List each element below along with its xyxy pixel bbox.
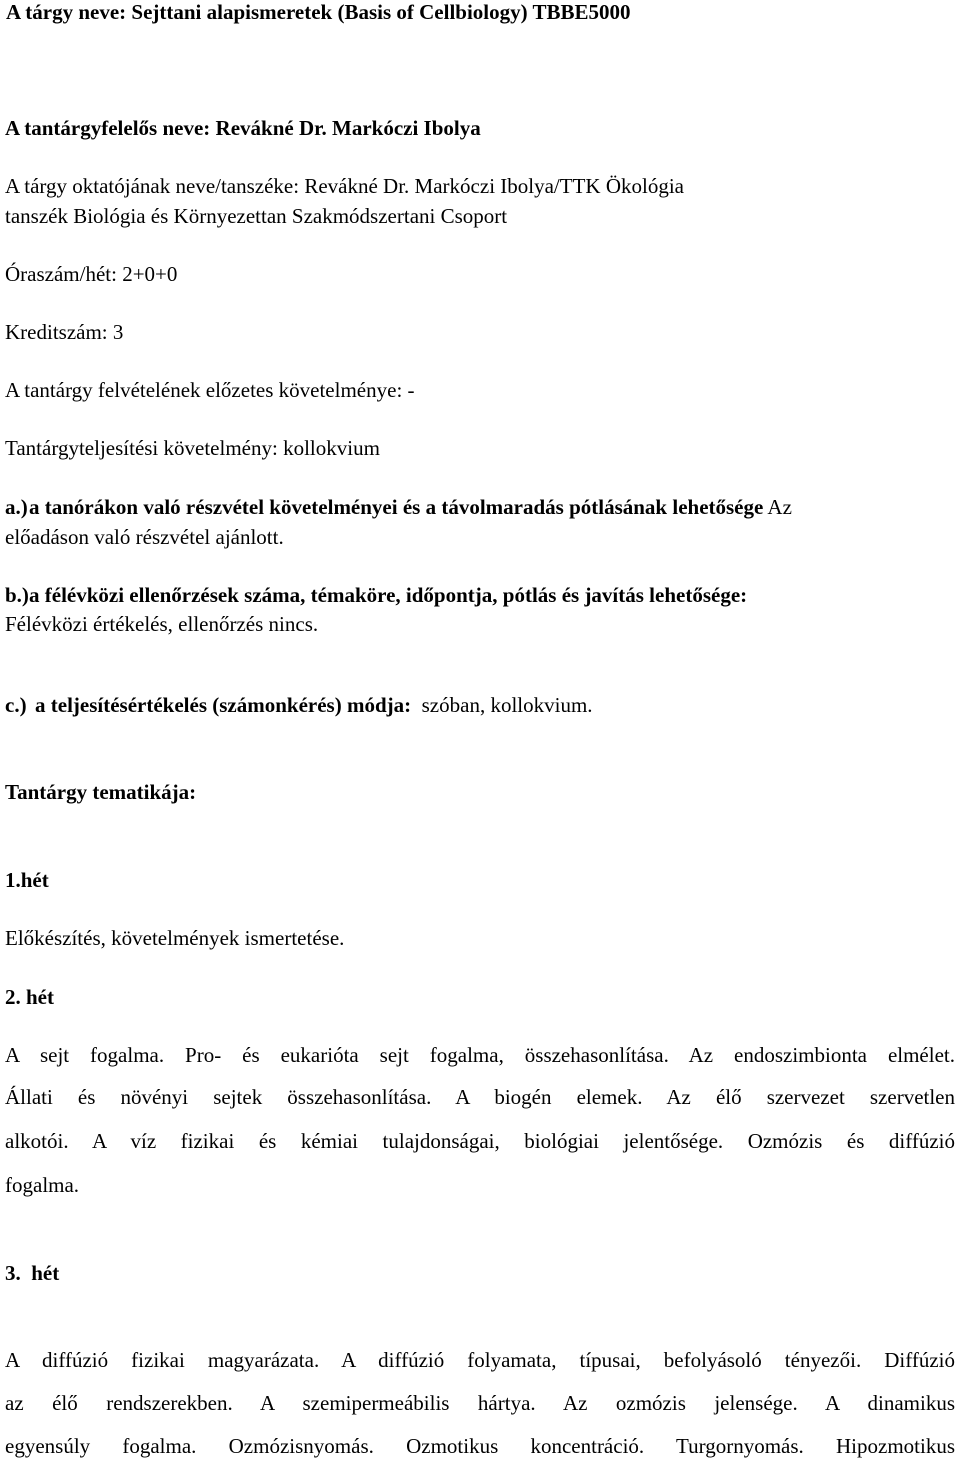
- syllabus-heading: Tantárgy tematikája:: [5, 780, 197, 804]
- completion-requirement: Tantárgyteljesítési követelmény: kollokvium: [5, 436, 380, 460]
- requirement-c-marker: c.): [5, 693, 27, 717]
- week-2-line-1: A sejt fogalma. Pro- és eukarióta sejt fogalma, összehasonlítása. Az endoszimbionta elmélet.: [5, 1043, 955, 1067]
- week-2-label: 2. hét: [5, 985, 54, 1009]
- hours-per-week: Óraszám/hét: 2+0+0: [5, 262, 178, 286]
- credits: Kreditszám: 3: [5, 320, 124, 344]
- requirement-b-text: Félévközi értékelés, ellenőrzés nincs.: [5, 612, 319, 636]
- requirement-b: [5, 583, 747, 607]
- requirement-c-text: szóban, kollokvium.: [421, 693, 593, 717]
- requirement-a: [5, 495, 792, 519]
- responsible-person: A tantárgyfelelős neve: Revákné Dr. Markóczi Ibolya: [5, 116, 481, 140]
- requirement-a-text-start: Az: [767, 495, 792, 519]
- requirement-b-title: a félévközi ellenőrzések száma, témaköre, időpontja, pótlás és javítás lehetősége:: [29, 583, 748, 607]
- week-2-line-2: Állati és növényi sejtek összehasonlítása. A biogén elemek. Az élő szervezet szervetlen: [5, 1085, 955, 1109]
- requirement-a-marker: a.): [5, 495, 28, 519]
- week-1-label: 1.hét: [5, 868, 49, 892]
- requirement-a-continuation: előadáson való részvétel ajánlott.: [5, 525, 284, 549]
- week-2-line-3: alkotói. A víz fizikai és kémiai tulajdonságai, biológiai jelentősége. Ozmózis és diffúzió: [5, 1129, 955, 1153]
- prerequisite: A tantárgy felvételének előzetes követelménye: -: [5, 378, 415, 402]
- requirement-c-title: a teljesítésértékelés (számonkérés) módja:: [35, 693, 412, 717]
- requirement-a-title: a tanórákon való részvétel követelményei és a távolmaradás pótlásának lehetősége: [29, 495, 764, 519]
- instructor-line-2: tanszék Biológia és Környezettan Szakmódszertani Csoport: [5, 204, 508, 228]
- week-2-line-4: fogalma.: [5, 1173, 80, 1197]
- document-title: A tárgy neve: Sejttani alapismeretek (Basis of Cellbiology) TBBE5000: [6, 0, 631, 24]
- week-3-line-2: az élő rendszerekben. A szemipermeábilis hártya. Az ozmózis jelensége. A dinamikus: [5, 1391, 955, 1415]
- instructor-line-1: A tárgy oktatójának neve/tanszéke: Revákné Dr. Markóczi Ibolya/TTK Ökológia: [5, 174, 684, 198]
- requirement-b-marker: b.): [5, 583, 29, 607]
- week-3-label: 3. hét: [5, 1261, 60, 1285]
- week-3-line-1: A diffúzió fizikai magyarázata. A diffúzió folyamata, típusai, befolyásoló tényezői. Diffúzió: [5, 1348, 955, 1372]
- week-1-text: Előkészítés, követelmények ismertetése.: [5, 926, 345, 950]
- requirement-c: [5, 693, 593, 717]
- week-3-line-3: egyensúly fogalma. Ozmózisnyomás. Ozmotikus koncentráció. Turgornyomás. Hipozmotikus: [5, 1434, 955, 1458]
